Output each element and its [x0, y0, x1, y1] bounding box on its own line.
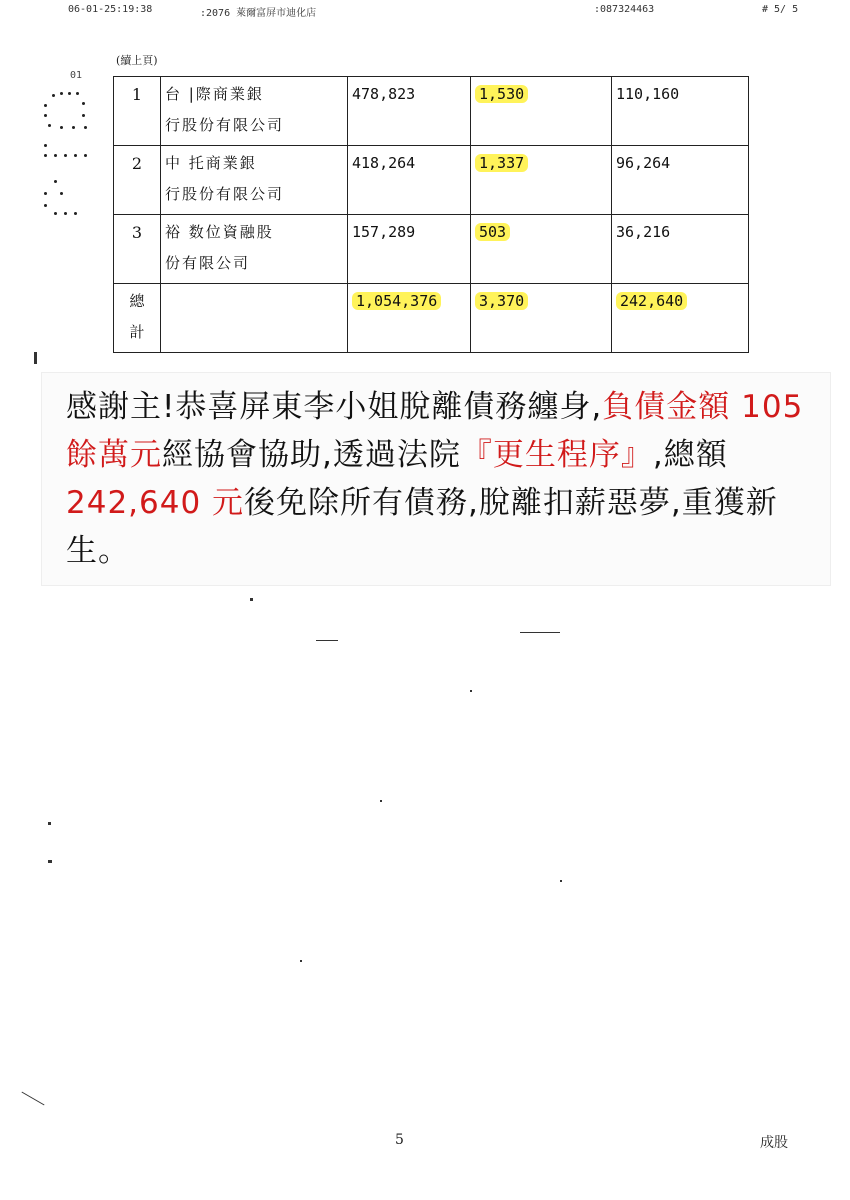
row-index: 1 — [114, 77, 161, 146]
row-index: 3 — [114, 215, 161, 284]
notice-part5: ,總額 — [652, 437, 728, 473]
clerk-initials: 成股 — [760, 1135, 788, 1151]
total-row — [114, 284, 749, 353]
creditor-name-line2: 行股份有限公司 — [165, 116, 285, 134]
total-label — [114, 284, 161, 353]
total-debt-amount — [348, 284, 471, 353]
notice-debt-amount: 負債金額 105 餘萬元 — [66, 389, 804, 473]
fax-header — [0, 2, 850, 20]
highlighted-value: 1,530 — [475, 85, 528, 103]
debt-amount: 478,823 — [348, 77, 471, 146]
notice-text — [66, 383, 826, 575]
total-label-line2: 計 — [129, 323, 145, 341]
table-row — [114, 77, 749, 146]
highlighted-value: 503 — [475, 223, 510, 241]
debt-table — [113, 76, 749, 353]
creditor-name — [161, 146, 348, 215]
fax-phone: :087324463 — [594, 4, 655, 15]
creditor-name-line2: 份有限公司 — [165, 254, 251, 272]
fax-datetime: 06-01-25:19:38 — [68, 4, 153, 15]
fax-sender: :2076 萊爾富屏市迪化店 — [200, 8, 317, 19]
highlighted-value: 3,370 — [475, 292, 528, 310]
continued-label: (續上頁) — [116, 54, 158, 67]
punch-hole-marks — [40, 70, 100, 220]
creditor-name — [161, 77, 348, 146]
notice-part7: 後免除所有債務,脫離扣薪惡夢,重獲新生。 — [66, 485, 778, 569]
total-monthly-amount — [471, 284, 612, 353]
highlighted-value: 242,640 — [616, 292, 687, 310]
notice-part3: 經協會協助,透過法院 — [162, 437, 461, 473]
creditor-name-line1: 中 托商業銀 — [165, 154, 257, 172]
creditor-name-line2: 行股份有限公司 — [165, 185, 285, 203]
repayment-total: 96,264 — [612, 146, 749, 215]
debt-amount: 418,264 — [348, 146, 471, 215]
highlighted-value: 1,054,376 — [352, 292, 441, 310]
table-row — [114, 146, 749, 215]
notice-total-amount: 242,640 元 — [66, 485, 245, 521]
repayment-total: 36,216 — [612, 215, 749, 284]
page-number: 5 — [395, 1132, 404, 1148]
monthly-amount — [471, 215, 612, 284]
notice-part1: 感謝主!恭喜屏東李小姐脫離債務纏身, — [66, 389, 603, 425]
total-empty-cell — [161, 284, 348, 353]
fax-page-count: # 5/ 5 — [762, 4, 799, 15]
highlighted-value: 1,337 — [475, 154, 528, 172]
monthly-amount — [471, 146, 612, 215]
monthly-amount — [471, 77, 612, 146]
total-repayment — [612, 284, 749, 353]
creditor-name-line1: 台 |際商業銀 — [165, 85, 264, 103]
notice-procedure: 『更生程序』 — [460, 437, 653, 473]
debt-amount: 157,289 — [348, 215, 471, 284]
table-row — [114, 215, 749, 284]
repayment-total: 110,160 — [612, 77, 749, 146]
total-label-line1: 總 — [129, 292, 145, 310]
notice-box — [42, 373, 830, 585]
row-index: 2 — [114, 146, 161, 215]
creditor-name — [161, 215, 348, 284]
margin-mark-number: 01 — [70, 70, 83, 81]
creditor-name-line1: 裕 数位資融股 — [165, 223, 274, 241]
